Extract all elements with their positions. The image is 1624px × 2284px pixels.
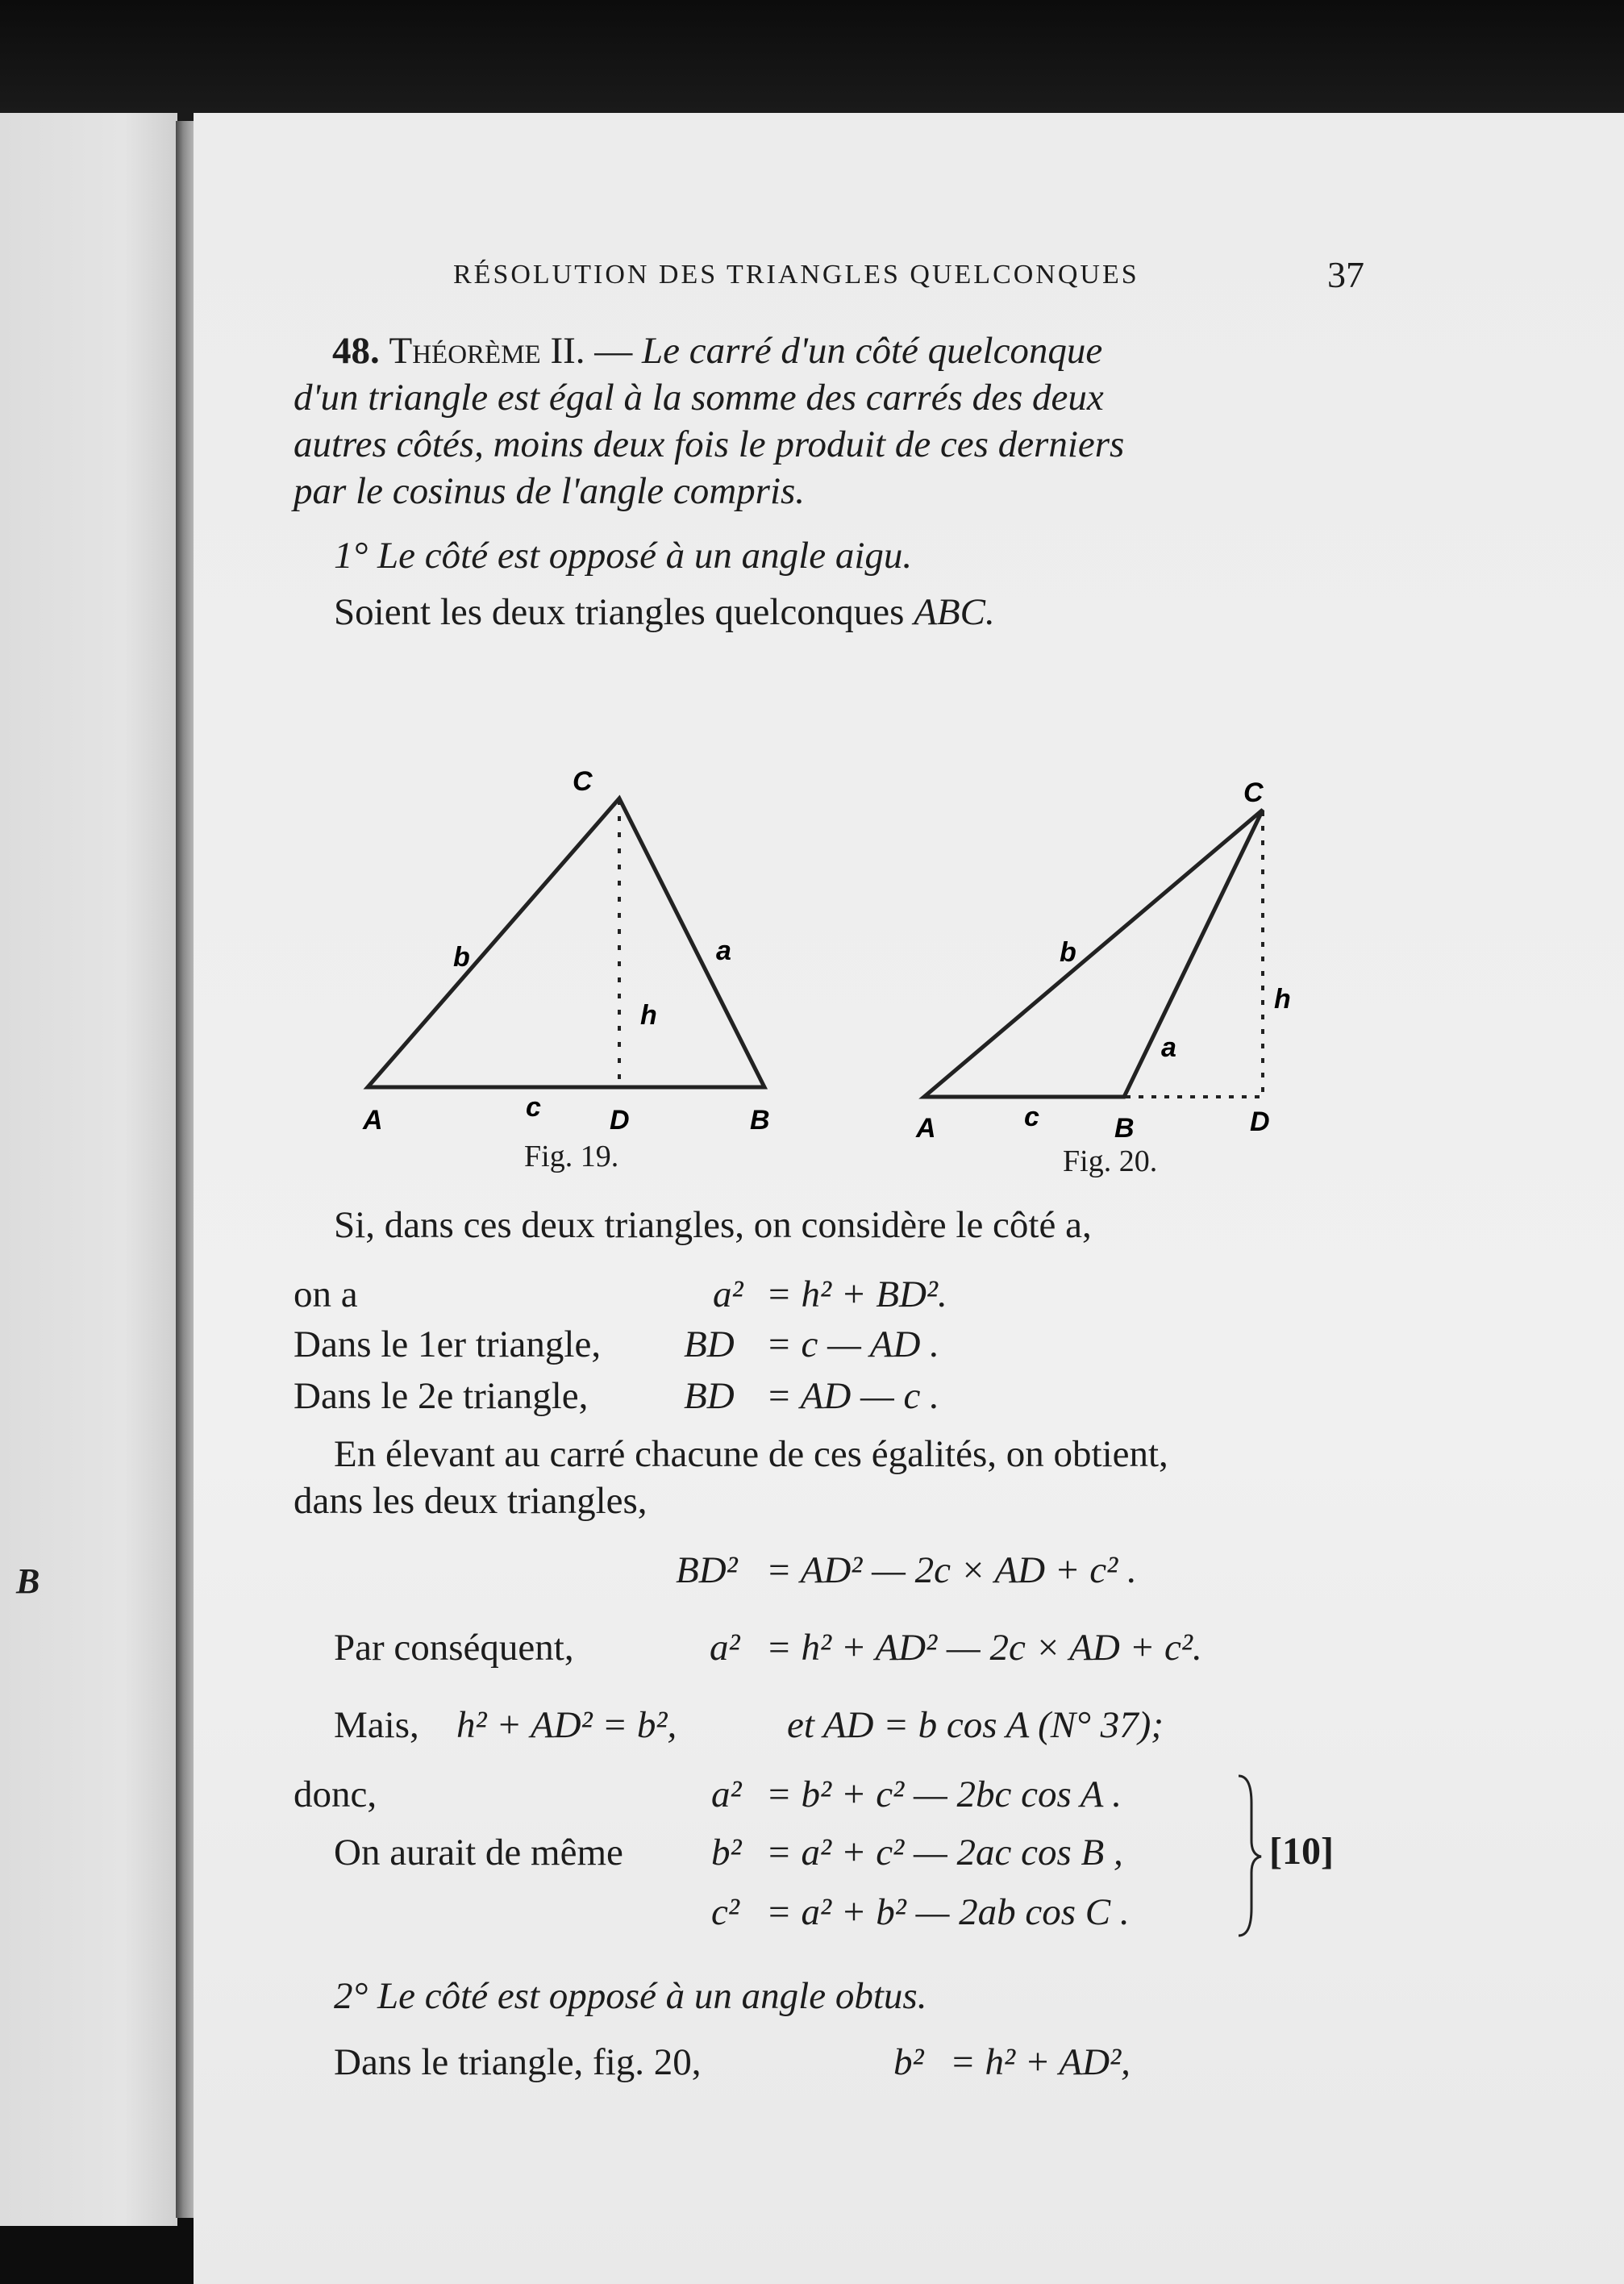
eq2-lhs: BD: [684, 1323, 735, 1365]
case1-heading: 1° Le côté est opposé à un angle aigu.: [334, 535, 913, 577]
on-a-label: on a: [294, 1273, 358, 1315]
figures: [194, 645, 1624, 1144]
fig19-label-h: h: [640, 1000, 657, 1031]
case1-intro: [334, 590, 995, 634]
eq5-lhs: a²: [710, 1627, 740, 1669]
theorem-first-line: [332, 329, 1102, 373]
fig20-label-h: h: [1274, 984, 1291, 1015]
eq5-rhs: = h² + AD² — 2c × AD + c².: [766, 1627, 1202, 1669]
donc-label: donc,: [294, 1773, 377, 1815]
meme-label: On aurait de même: [334, 1832, 623, 1873]
square-line-2: dans les deux triangles,: [294, 1480, 648, 1522]
fig19-label-D: D: [610, 1105, 630, 1136]
eq9-rhs: = a² + b² — 2ab cos C .: [766, 1891, 1130, 1933]
eq7-rhs: = b² + c² — 2bc cos A .: [766, 1773, 1122, 1815]
fig19-label-a: a: [716, 936, 731, 966]
fig20-label-D: D: [1250, 1107, 1270, 1137]
eq8-lhs: b²: [711, 1832, 742, 1873]
fig19-caption: Fig. 19.: [524, 1140, 619, 1173]
eq3-lhs: BD: [684, 1375, 735, 1417]
fig19-label-C: C: [573, 766, 593, 797]
fig19-label-B: B: [750, 1105, 770, 1136]
figure-20: [915, 777, 1291, 1144]
fig20-label-a: a: [1161, 1032, 1176, 1063]
fig20-label-c: c: [1024, 1102, 1039, 1132]
case2-eq-rhs: = h² + AD²,: [950, 2041, 1131, 2083]
fig20-label-b: b: [1060, 937, 1076, 968]
eq8-rhs: = a² + c² — 2ac cos B ,: [766, 1832, 1123, 1873]
fig20-label-A: A: [916, 1113, 936, 1144]
triangle-2-label: Dans le 2e triangle,: [294, 1375, 589, 1417]
running-title: RÉSOLUTION DES TRIANGLES QUELCONQUES: [453, 260, 1139, 290]
theorem-number: 48.: [332, 330, 380, 372]
eq1-rhs: = h² + BD².: [766, 1273, 947, 1315]
mais-label: Mais,: [334, 1704, 419, 1746]
triangle-1-label: Dans le 1er triangle,: [294, 1323, 602, 1365]
eq4-lhs: BD²: [676, 1549, 738, 1591]
case1-intro-text: Soient les deux triangles quelconques: [334, 591, 905, 633]
case2-heading: 2° Le côté est opposé à un angle obtus.: [334, 1975, 927, 2017]
derivation-intro: Si, dans ces deux triangles, on considère le côté a,: [334, 1204, 1092, 1246]
page-number: 37: [1327, 254, 1364, 295]
theorem-line-4: par le cosinus de l'angle compris.: [294, 470, 806, 512]
left-page: [0, 113, 177, 2226]
eq4-rhs: = AD² — 2c × AD + c² .: [766, 1549, 1137, 1591]
book-page: [194, 113, 1624, 2284]
eq9-lhs: c²: [711, 1891, 739, 1933]
equation-reference: [10]: [1269, 1830, 1334, 1873]
eq3-rhs: = AD — c .: [766, 1375, 939, 1417]
book-binding: [176, 121, 195, 2218]
figure-19: [362, 766, 770, 1136]
fig19-label-c: c: [526, 1092, 541, 1123]
left-page-letter: B: [16, 1561, 40, 1601]
theorem-line-1: Le carré d'un côté quelconque: [642, 330, 1103, 372]
eq1-lhs: a²: [713, 1273, 743, 1315]
fig20-caption: Fig. 20.: [1063, 1144, 1158, 1178]
equation-brace: [1234, 1771, 1266, 1940]
square-line-1: En élevant au carré chacune de ces égalités, on obtient,: [334, 1433, 1168, 1475]
consequent-label: Par conséquent,: [334, 1627, 574, 1669]
case1-intro-abc: ABC.: [914, 591, 995, 633]
fig19-label-b: b: [453, 942, 470, 973]
theorem-line-3: autres côtés, moins deux fois le produit de ces derniers: [294, 423, 1125, 465]
fig19-label-A: A: [363, 1105, 383, 1136]
eq2-rhs: = c — AD .: [766, 1323, 939, 1365]
triangle-20: [924, 810, 1263, 1097]
triangle-19: [368, 798, 764, 1087]
theorem-heading: Théorème II. —: [389, 330, 633, 372]
case2-eq-lhs: b²: [893, 2041, 924, 2083]
eq6-b: et AD = b cos A (N° 37);: [787, 1704, 1164, 1746]
eq6: h² + AD² = b²,: [456, 1704, 677, 1746]
eq7-lhs: a²: [711, 1773, 742, 1815]
fig20-label-C: C: [1243, 777, 1264, 808]
case2-triangle-label: Dans le triangle, fig. 20,: [334, 2041, 702, 2083]
theorem-line-2: d'un triangle est égal à la somme des carrés des deux: [294, 377, 1104, 419]
fig20-label-B: B: [1114, 1113, 1135, 1144]
